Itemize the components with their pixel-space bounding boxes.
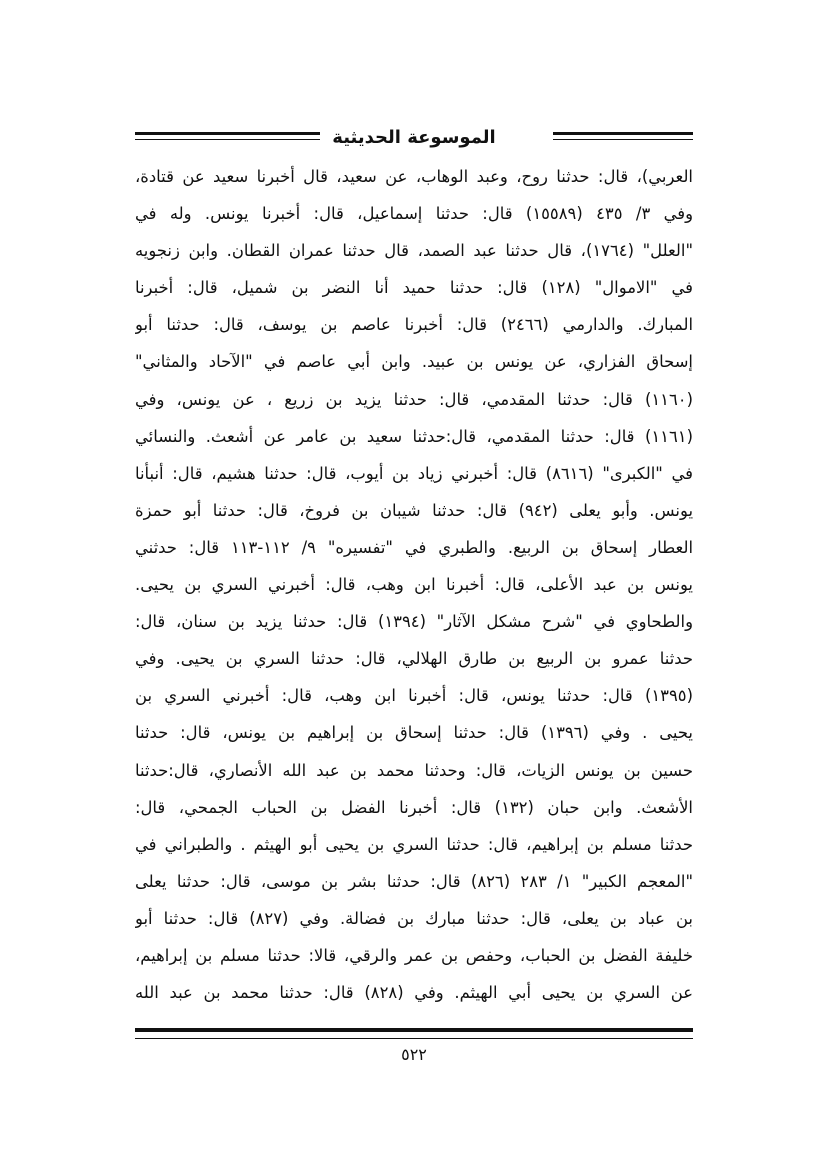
text-line: العربي)، قال: حدثنا روح، وعبد الوهاب، عن سعيد، قال أخبرنا سعيد عن قتادة، xyxy=(135,167,693,186)
running-header xyxy=(135,124,693,158)
text-line: يحيى . وفي (١٣٩٦) قال: حدثنا إسحاق بن إبراهيم بن يونس، قال: حدثنا xyxy=(135,723,693,743)
text-line: حدثنا عمرو بن الربيع بن طارق الهلالي، قال: حدثنا السري بن يحيى. وفي xyxy=(135,649,693,669)
text-line: الأشعث. وابن حبان (١٣٢) قال: أخبرنا الفضل بن الحباب الجمحي، قال: xyxy=(135,797,693,817)
text-line: (١١٦١) قال: حدثنا المقدمي، قال:حدثنا سعيد بن عامر عن أشعث. والنسائي xyxy=(135,426,693,446)
header-title: الموسوعة الحديثية xyxy=(320,127,507,148)
text-line: والطحاوي في "شرح مشكل الآثار" (١٣٩٤) قال: حدثنا يزيد بن سنان، قال: xyxy=(135,612,693,632)
text-line: بن عباد بن يعلى، قال: حدثنا مبارك بن فضالة. وفي (٨٢٧) قال: حدثنا أبو xyxy=(135,908,693,928)
text-line: إسحاق الفزاري، عن يونس بن عبيد. وابن أبي عاصم في "الآحاد والمثاني" xyxy=(135,352,693,372)
text-line: (١٣٩٥) قال: حدثنا يونس، قال: أخبرنا ابن وهب، قال: أخبرني السري بن xyxy=(135,686,693,706)
page-number: ٥٢٢ xyxy=(401,1045,427,1064)
text-line: المبارك. والدارمي (٢٤٦٦) قال: أخبرنا عاصم بن يوسف، قال: حدثنا أبو xyxy=(135,315,693,335)
text-line: "المعجم الكبير" ١/ ٢٨٣ (٨٢٦) قال: حدثنا بشر بن موسى، قال: حدثنا يعلى xyxy=(135,871,693,891)
text-line: العطار إسحاق بن الربيع. والطبري في "تفسيره" ٩/ ١١٢-١١٣ قال: حدثني xyxy=(135,537,693,557)
text-line: يونس بن عبد الأعلى، قال: أخبرنا ابن وهب، قال: أخبرني السري بن يحيى. xyxy=(135,575,693,595)
footer-rule xyxy=(135,1028,693,1039)
text-line: في "الاموال" (١٢٨) قال: حدثنا حميد أنا النضر بن شميل، قال: أخبرنا xyxy=(135,278,693,298)
text-line: "العلل" (١٧٦٤)، قال حدثنا عبد الصمد، قال حدثنا عمران القطان. وابن زنجويه xyxy=(135,241,693,261)
text-line: في "الكبرى" (٨٦١٦) قال: أخبرني زياد بن أيوب، قال: حدثنا هشيم، قال: أنبأنا xyxy=(135,463,693,483)
text-line: يونس. وأبو يعلى (٩٤٢) قال: حدثنا شيبان بن فروخ، قال: حدثنا أبو حمزة xyxy=(135,500,693,520)
text-line: حدثنا مسلم بن إبراهيم، قال: حدثنا السري بن يحيى أبو الهيثم . والطبراني في xyxy=(135,834,693,854)
text-line: حسين بن يونس الزيات، قال: وحدثنا محمد بن عبد الله الأنصاري، قال:حدثنا xyxy=(135,760,693,780)
header-title-wrap xyxy=(135,124,693,152)
text-line: خليفة الفضل بن الحباب، وحفص بن عمر والرقي، قالا: حدثنا مسلم بن إبراهيم، xyxy=(135,945,693,965)
text-line: وفي ٣/ ٤٣٥ (١٥٥٨٩) قال: حدثنا إسماعيل، قال: أخبرنا يونس. وله في xyxy=(135,204,693,224)
body-text xyxy=(135,158,693,1011)
text-line: عن السري بن يحيى أبي الهيثم. وفي (٨٢٨) قال: حدثنا محمد بن عبد الله xyxy=(135,983,693,1003)
text-line: (١١٦٠) قال: حدثنا المقدمي، قال: حدثنا يزيد بن زريع ، عن يونس، وفي xyxy=(135,389,693,409)
